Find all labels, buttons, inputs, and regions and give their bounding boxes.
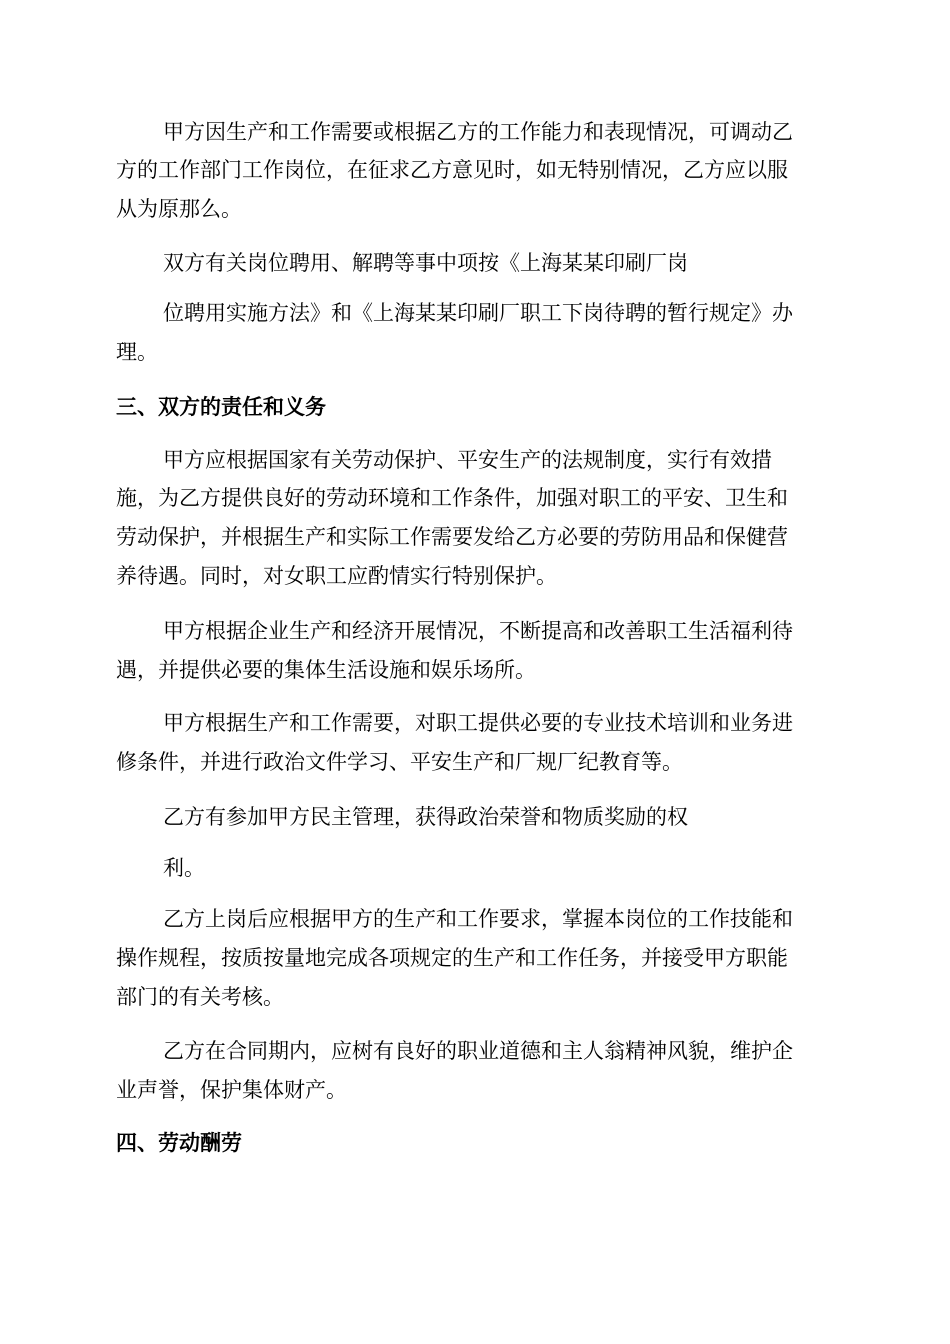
- paragraph-line: 施，为乙方提供良好的劳动环境和工作条件，加强对职工的平安、卫生和: [116, 486, 788, 510]
- paragraph-line: 劳动保护，并根据生产和实际工作需要发给乙方必要的劳防用品和保健营: [116, 525, 788, 549]
- section-heading: 三、双方的责任和义务: [116, 394, 326, 419]
- paragraph-line: 业声誉，保护集体财产。: [116, 1078, 347, 1102]
- paragraph-line: 修条件，并进行政治文件学习、平安生产和厂规厂纪教育等。: [116, 750, 683, 774]
- paragraph-line: 乙方上岗后应根据甲方的生产和工作要求，掌握本岗位的工作技能和: [163, 907, 793, 931]
- paragraph-line: 乙方有参加甲方民主管理，获得政治荣誉和物质奖励的权: [163, 805, 688, 829]
- section-heading: 四、劳动酬劳: [116, 1130, 242, 1155]
- paragraph-line: 双方有关岗位聘用、解聘等事中项按《上海某某印刷厂岗: [163, 251, 688, 275]
- paragraph-line: 遇，并提供必要的集体生活设施和娱乐场所。: [116, 658, 536, 682]
- paragraph-line: 方的工作部门工作岗位，在征求乙方意见时，如无特别情况，乙方应以服: [116, 158, 788, 182]
- paragraph-line: 养待遇。同时，对女职工应酌情实行特别保护。: [116, 564, 557, 588]
- paragraph-line: 甲方因生产和工作需要或根据乙方的工作能力和表现情况，可调动乙: [163, 120, 793, 144]
- paragraph-line: 甲方应根据国家有关劳动保护、平安生产的法规制度，实行有效措: [163, 448, 772, 472]
- paragraph-line: 操作规程，按质按量地完成各项规定的生产和工作任务，并接受甲方职能: [116, 946, 788, 970]
- paragraph-line: 甲方根据企业生产和经济开展情况，不断提高和改善职工生活福利待: [163, 619, 793, 643]
- paragraph-line: 利。: [163, 856, 205, 880]
- paragraph-line: 从为原那么。: [116, 197, 242, 221]
- paragraph-line: 乙方在合同期内，应树有良好的职业道德和主人翁精神风貌，维护企: [163, 1039, 793, 1063]
- paragraph-line: 部门的有关考核。: [116, 985, 284, 1009]
- paragraph-line: 理。: [116, 340, 158, 364]
- paragraph-line: 位聘用实施方法》和《上海某某印刷厂职工下岗待聘的暂行规定》办: [163, 301, 793, 325]
- paragraph-line: 甲方根据生产和工作需要，对职工提供必要的专业技术培训和业务进: [163, 711, 793, 735]
